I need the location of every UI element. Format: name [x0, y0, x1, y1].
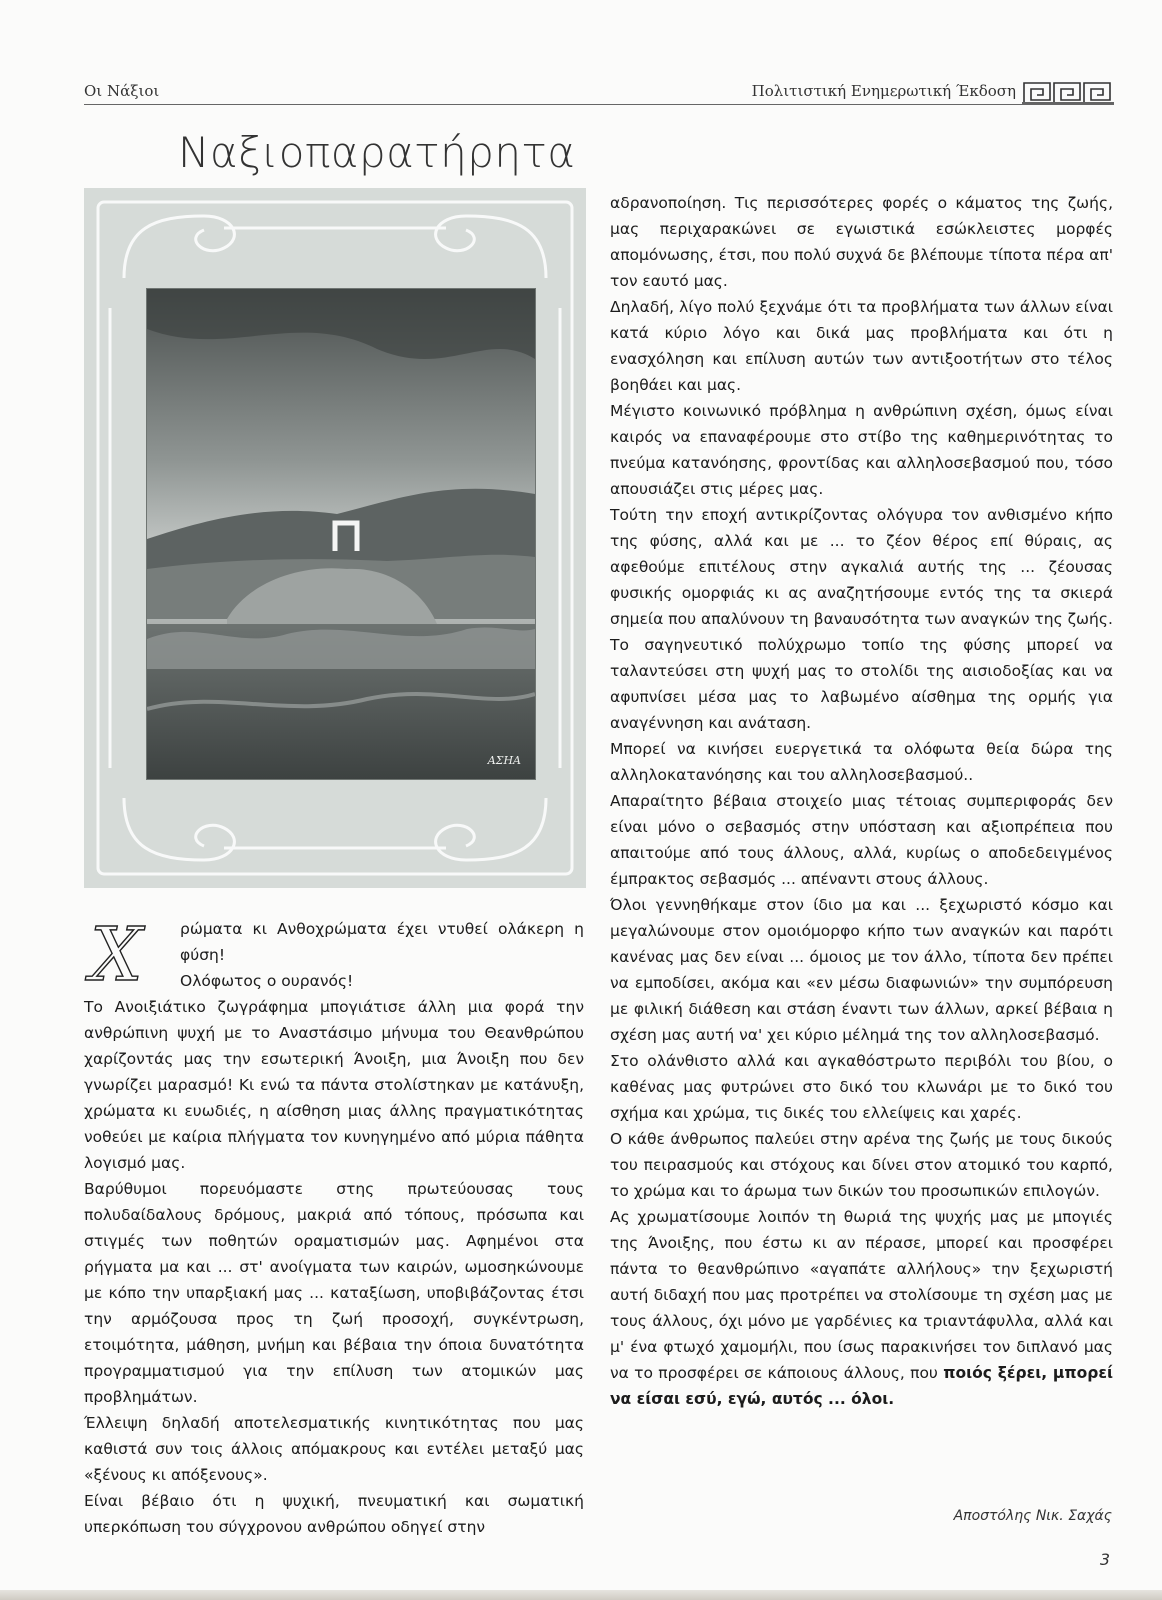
paragraph: Το σαγηνευτικό πολύχρωμο τοπίο της φύσης μπορεί να ταλαντεύσει στη ψυχή μας το στολίδι της αισιοδοξίας και να αφυπνίσει μέσα μας το λαβωμένο αίσθημα της ορμής για αναγέννηση και ανάταση. [610, 636, 1113, 732]
left-text-column [84, 916, 584, 1540]
paragraph: Βαρύθυμοι πορευόμαστε στης πρωτεύουσας τους πολυδαίδαλους δρόμους, μακριά από τόπους, πρόσωπα και στιγμές των ποθητών οραματισμών μας. Αφημένοι στα ρήγματα μα και ... στ' ανοίγματα των καιρών, ωμοσηκώνουμε με κόπο την υπαρξιακή μας ... καταξίωση, υποβιβάζοντας έτσι την αρμόζουσα προς τη ζωή προσοχή, συγκέντρωση, ετοιμότητα, μάθηση, μνήμη και βέβαια την όποια δυνατότητα προγραμματισμού για την επίλυση των ατομικών μας προβλημάτων. [84, 1180, 584, 1406]
closing-paragraph [610, 1204, 1113, 1412]
article-author: Αποστόλης Νικ. Σαχάς [953, 1508, 1112, 1524]
running-header [84, 80, 1114, 110]
paragraph: Ολόφωτος ο ουρανός! [180, 972, 354, 990]
header-publication-subtitle: Πολιτιστική Ενημερωτική Έκδοση [751, 82, 1016, 100]
painting-signature: ΑΣΗΑ [487, 754, 521, 767]
paragraph: Ο κάθε άνθρωπος παλεύει στην αρένα της ζωής με τους δικούς του πειρασμούς και στόχους και δίνει στον ατομικό του καρπό, το χρώμα και το άρωμα των δικών του προσωπικών επιλογών. [610, 1130, 1113, 1200]
portara-seascape-painting-icon [147, 289, 535, 779]
paragraph: Το Ανοιξιάτικο ζωγράφημα μπογιάτισε άλλη μια φορά την ανθρώπινη ψυχή με το Αναστάσιμο μήνυμα του Θεανθρώπου χαρίζοντάς μας την εσωτερική Άνοιξη, μια Άνοιξη που δεν γνωρίζει μαρασμό! Κι ενώ τα πάντα στολίστηκαν με κατάνυξη, χρώματα κι ευωδιές, η αίσθηση μιας άλλης πραγματικότητας νοθεύει με καίρια πλήγματα τον κυνηγημένο από μύρια πάθητα λογισμό μας. [84, 998, 584, 1172]
paragraph: Έλλειψη δηλαδή αποτελεσματικής κινητικότητας που μας καθιστά συν τοις άλλοις απόμακρους και εντέλει μεταξύ μας «ξένους κι απόξενους». [84, 1414, 584, 1484]
paragraph: αδρανοποίηση. Τις περισσότερες φορές ο κάματος της ζωής, μας περιχαρακώνει σε εγωιστικά εσώκλειστες μορφές απομόνωσης, έτσι, που πολύ συχνά δε βλέπουμε τίποτα πέρα απ' τον εαυτό μας. [610, 194, 1113, 290]
illustration-frame [84, 188, 586, 888]
paragraph: ρώματα κι Ανθοχρώματα έχει ντυθεί ολάκερη η φύση! [180, 920, 584, 964]
greek-key-meander-icon [1022, 80, 1114, 104]
paragraph: Τούτη την εποχή αντικρίζοντας ολόγυρα τον ανθισμένο κήπο της φύσης, αλλά και με ... το ζέον θέρος επί θύραις, ας αφεθούμε επιτέλους στην αγκαλιά αυτής της ... ζέουσας φυσικής ομορφιάς κι ας αναζητήσουμε εντός της τα σκιερά σημεία που απαλύνουν τη βαναυσότητα των αναγκών της ζωής. [610, 506, 1113, 628]
paragraph: Στο ολάνθιστο αλλά και αγκαθόστρωτο περιβόλι του βίου, ο καθένας μας φυτρώνει στο δικό του κλωνάρι με το δικό του σχήμα και χρώμα, τις δικές του ελλείψεις και χαρές. [610, 1052, 1113, 1122]
paragraph: Μέγιστο κοινωνικό πρόβλημα η ανθρώπινη σχέση, όμως είναι καιρός να επαναφέρουμε στο στίβο της καθημερινότητας το πνεύμα κατανόησης, φροντίδας και αλληλοσεβασμού που, τόσο απουσιάζει στις μέρες μας. [610, 402, 1113, 498]
header-publication-name: Οι Νάξιοι [84, 82, 160, 100]
paragraph: Δηλαδή, λίγο πολύ ξεχνάμε ότι τα προβλήματα των άλλων είναι κατά κύριο λόγο και δικά μας προβλήματα και ότι η ενασχόληση και επίλυση αυτών των αντιξοοτήτων στο τέλος βοηθάει και μας. [610, 298, 1113, 394]
portara-seascape-painting [146, 288, 536, 780]
dropcap-letter [84, 918, 176, 990]
right-text-column [610, 190, 1113, 1412]
article-title: Ναξιοπαρατήρητα [178, 128, 576, 177]
paragraph: Μπορεί να κινήσει ευεργετικά τα ολόφωτα θεία δώρα της αλληλοκατανόησης και του αλληλοσεβασμού.. [610, 740, 1113, 784]
opening-paragraph [84, 916, 584, 994]
page-number: 3 [1099, 1550, 1110, 1569]
paragraph: Απαραίτητο βέβαια στοιχείο μιας τέτοιας συμπεριφοράς δεν είναι μόνο ο σεβασμός στην υπόσταση και αξιοπρέπεια που απαιτούμε από τους άλλους, αλλά, κυρίως ο αποδεδειγμένος έμπρακτος σεβασμός ... απέναντι στους άλλους. [610, 792, 1113, 888]
page-bottom-edge [0, 1590, 1162, 1600]
header-rule [84, 104, 1114, 105]
paragraph: Όλοι γεννηθήκαμε στον ίδιο μα και ... ξεχωριστό κόσμο και μεγαλώνουμε στον ομοιόμορφο κήπο των αναγκών και παρότι κανένας μας δεν είναι ... όμοιος με τον άλλο, τίποτα δεν πρέπει να εμποδίσει, ακόμα και «εν μέσω διαφωνιών» την συμπόρευση με φιλική διάθεση και στάση έναντι των άλλων, αρκεί βέβαια η σχέση μας αυτή να' χει κύριο μέλημά της τον αλληλοσεβασμό. [610, 896, 1113, 1044]
closing-bold-text: ποιός ξέρει, μπορεί να είσαι εσύ, εγώ, αυτός ... όλοι. [610, 1364, 1113, 1408]
paragraph: Είναι βέβαιο ότι η ψυχική, πνευματική και σωματική υπερκόπωση του σύγχρονου ανθρώπου οδηγεί στην [84, 1492, 584, 1536]
closing-text: Ας χρωματίσουμε λοιπόν τη θωριά της ψυχής μας με μπογιές της Άνοιξης, που έστω κι αν πέρασε, μπορεί και προσφέρει πάντα το θεανθρώπινο «αγαπάτε αλλήλους» την ξεχωριστή αυτή διδαχή που μας προτρέπει να στολίσουμε τη σχέση μας με τους άλλους, όχι μόνο με γαρδένιες κα τριαντάφυλλα, αλλά και μ' ένα φτωχό χαμομήλι, που ίσως παρακινήσει τον διπλανό μας να το προσφέρει σε κάποιους άλλους, που [610, 1208, 1113, 1382]
svg-text:Χ: Χ [90, 918, 143, 990]
